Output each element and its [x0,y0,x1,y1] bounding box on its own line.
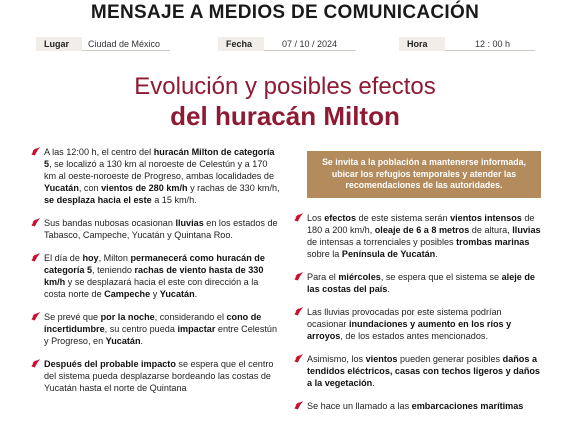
emphasis-text: aleje de las costas del país [307,271,535,294]
text-run: , se localizó a 130 km al noroeste de Celestún y a 170 km al oeste-noroeste de Progreso, ambas localidades de [44,159,274,181]
right-list [307,212,541,412]
emphasis-text: huracán Milton de categoría 5 [44,147,275,169]
text-run: , considerando el [154,312,227,322]
text-run: , de los estados antes mencionados. [340,330,488,341]
right-column [307,151,541,423]
emphasis-text: cono de incertidumbre [44,312,262,334]
headline-line-2: del huracán Milton [170,101,400,131]
hora-label: Hora [399,37,445,51]
text-run: de altura, [469,224,513,235]
text-run: Se prevé que [44,312,101,322]
emphasis-text: vientos intensos [450,212,522,223]
text-run: . [140,336,144,346]
text-run: de este sistema serán [356,212,451,223]
bullet-text [307,400,541,412]
text-run: y [150,289,160,299]
bullet-icon [294,213,303,222]
bullet-item [44,217,280,241]
bullet-text [44,252,280,300]
emphasis-text: miércoles [338,271,381,282]
emphasis-text: Yucatán [105,336,141,346]
bullet-text [307,212,541,260]
bullet-item [307,353,541,389]
emphasis-text: Yucatán [159,289,195,299]
text-run: El día de [44,253,83,263]
text-run: pueden generar posibles [397,353,503,364]
text-run: , con [78,183,102,193]
text-run: Las lluvias provocadas por este sistema podrían ocasionar [307,306,502,329]
bullet-text [307,271,541,295]
bullet-icon [294,307,303,316]
bullet-text [44,146,280,206]
bullet-icon [31,147,40,156]
emphasis-text: Yucatán [44,183,79,193]
text-run: y rachas de 330 km/h, [187,183,280,193]
emphasis-text: vientos [365,353,398,364]
bullet-icon [294,272,303,281]
emphasis-text: Campeche [104,289,151,299]
text-run: Para el [307,271,339,282]
bullet-icon [31,312,40,321]
bullet-icon [31,218,40,227]
lugar-label: Lugar [36,37,82,51]
emphasis-text: embarcaciones marítimas [411,400,524,411]
bullet-text [44,311,280,347]
emphasis-text: daños a tendidos eléctricos, casas con techos ligeros y daños a la vegetación [307,353,540,388]
emphasis-text: Después del probable impacto [44,359,176,369]
text-run: Asimismo, los [307,353,366,364]
emphasis-text: Península de Yucatán [341,248,436,259]
text-run: a 15 km/h. [151,195,197,205]
bullet-text [44,358,280,394]
bullet-item [307,271,541,295]
bullet-item [44,358,280,394]
fecha-label: Fecha [218,37,264,51]
emphasis-text: oleaje de 6 a 8 metros [374,224,470,235]
bullet-icon [31,359,40,368]
text-run: Sus bandas nubosas ocasionan [44,218,176,228]
text-run: de 180 a 200 km/h, [307,212,535,235]
text-run: . [435,248,438,259]
fecha-value: 07 / 10 / 2024 [264,37,356,51]
headline-line-1: Evolución y posibles efectos [134,73,436,100]
emphasis-text: permanecerá como huracán de categoría 5 [44,253,265,275]
text-run: , teniendo [92,265,135,275]
bullet-text [307,306,541,342]
bullet-item [44,146,280,206]
emphasis-text: rachas de viento hasta de 330 km/h [44,265,264,287]
bullet-text [44,217,280,241]
emphasis-text: por la noche [100,312,155,322]
bullet-icon [31,253,40,262]
bullet-icon [294,401,303,410]
text-run: en los estados de Tabasco, Campeche, Yucatán y Quintana Roo. [44,218,278,240]
bullet-item [44,311,280,347]
emphasis-text: hoy [82,253,99,263]
bullet-item [307,306,541,342]
emphasis-text: lluvias [175,218,204,228]
left-column [44,146,280,405]
emphasis-text: se desplaza hacia el este [44,195,152,205]
text-run: Los [307,212,325,223]
text-run: , Milton [98,253,131,263]
text-run: , su centro pueda [104,324,178,334]
emphasis-text: trombas marinas [456,236,530,247]
text-run: , se espera que el sistema se [380,271,502,282]
bullet-item [44,252,280,300]
bullet-item [307,212,541,260]
text-run: y se desplazará hacia el este con dirección a la costa norte de [44,277,259,299]
text-run: sobre la [307,248,342,259]
text-run: de intensas a torrenciales y posibles [307,236,457,247]
emphasis-text: vientos de 280 km/h [101,183,188,193]
bullet-text [307,353,541,389]
text-run: A las 12:00 h, el centro del [44,147,154,157]
page-title: MENSAJE A MEDIOS DE COMUNICACIÓN [90,2,480,23]
text-run: Se hace un llamado a las [307,400,412,411]
emphasis-text: impactar [177,324,216,334]
bullet-item [307,400,541,412]
lugar-value: Ciudad de México [82,37,170,51]
text-run: se espera que el centro del sistema pueda desplazarse bordeando las costas de Yucatán hasta el norte de Quintana [44,359,274,393]
emphasis-text: inundaciones y aumento en los ríos y arroyos [307,318,512,341]
notice-box: Se invita a la población a mantenerse informada, ubicar los refugios temporales y atender las recomendaciones de las autoridades. [307,151,541,198]
emphasis-text: lluvias [512,224,541,235]
hora-value: 12 : 00 h [445,37,535,51]
emphasis-text: efectos [324,212,357,223]
text-run: . [387,283,390,294]
text-run: . [372,377,375,388]
bullet-icon [294,354,303,363]
text-run: . [194,289,198,299]
text-run: entre Celestún y Progreso, en [44,324,278,346]
